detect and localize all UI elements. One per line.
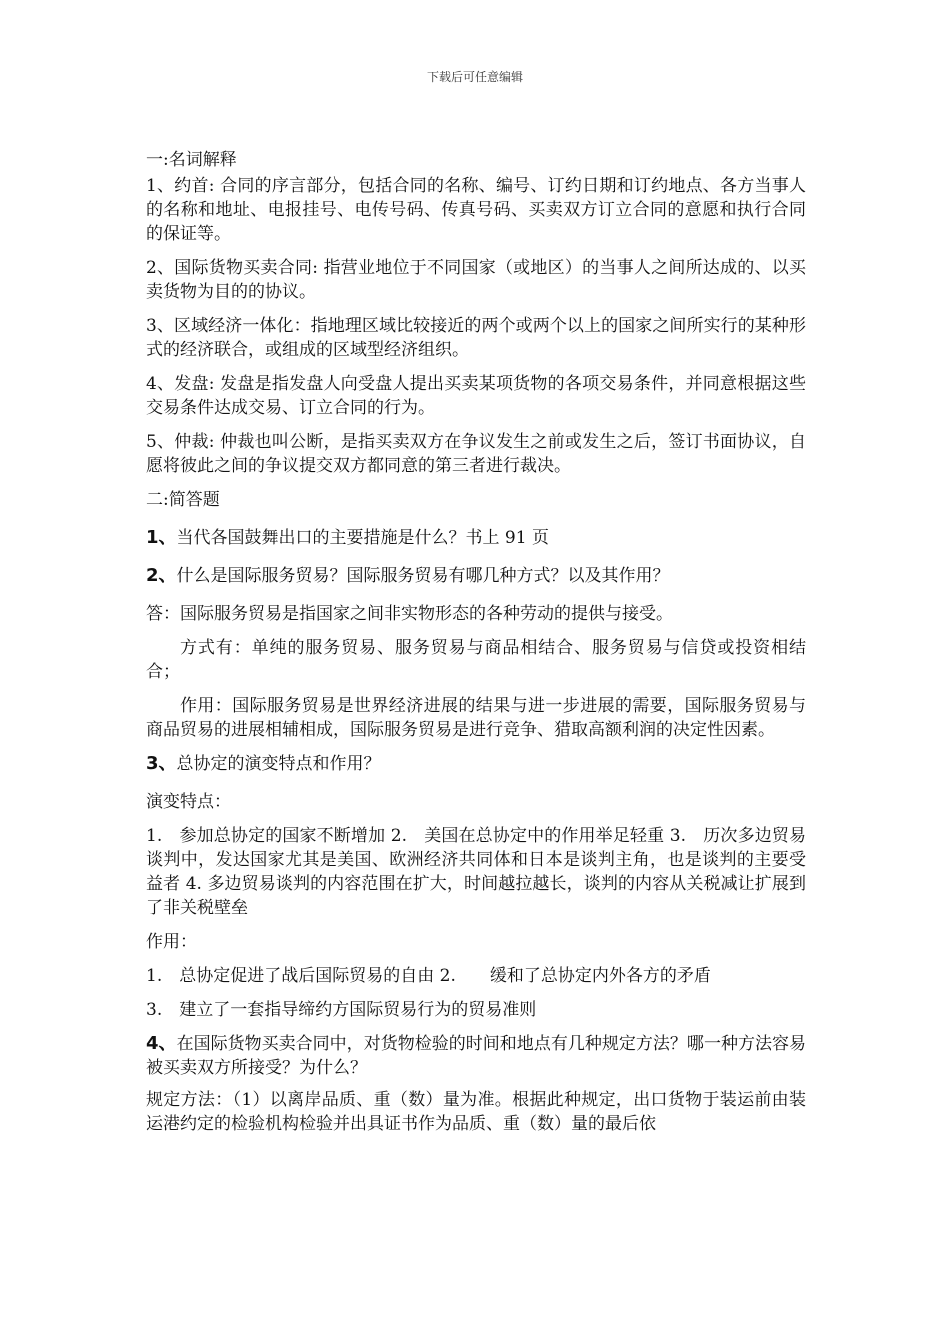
question-4-text: 在国际货物买卖合同中，对货物检验的时间和地点有几种规定方法？哪一种方法容易被买卖双方所接受？为什么？ <box>146 1034 807 1078</box>
document-body <box>146 148 806 1146</box>
question-3-effect-label: 作用： <box>146 932 197 952</box>
term-item-3: 3、区域经济一体化：指地理区域比较接近的两个或两个以上的国家之间所实行的某种形式的经济联合，或组成的区域型经济组织。 <box>146 316 806 360</box>
question-3-features-label: 演变特点： <box>146 792 231 812</box>
question-2-methods: 方式有：单纯的服务贸易、服务贸易与商品相结合、服务贸易与信贷或投资相结合； <box>146 638 806 682</box>
term-item-5: 5、仲裁: 仲裁也叫公断，是指买卖双方在争议发生之前或发生之后，签订书面协议，自愿将彼此之间的争议提交双方都同意的第三者进行裁决。 <box>146 432 806 476</box>
question-3-effect-2: 3. 建立了一套指导缔约方国际贸易行为的贸易准则 <box>146 1000 537 1020</box>
question-2-answer: 答：国际服务贸易是指国家之间非实物形态的各种劳动的提供与接受。 <box>146 604 673 624</box>
term-item-2: 2、国际货物买卖合同: 指营业地位于不同国家（或地区）的当事人之间所达成的、以买卖货物为目的的协议。 <box>146 258 806 302</box>
question-1 <box>146 526 806 550</box>
page-header: 下载后可任意编辑 <box>426 70 523 84</box>
question-3-features: 1. 参加总协定的国家不断增加 2. 美国在总协定中的作用举足轻重 3. 历次多边贸易谈判中，发达国家尤其是美国、欧洲经济共同体和日本是谈判主角，也是谈判的主要受益者 4. 多边贸易谈判的内容范围在扩大，时间越拉越长，谈判的内容从关税减让扩展到了非关税壁垒 <box>146 826 806 918</box>
question-2-number: 2、 <box>146 565 177 586</box>
question-3-text: 总协定的演变特点和作用？ <box>176 754 381 774</box>
question-2 <box>146 564 806 588</box>
question-3-number: 3、 <box>146 753 177 774</box>
term-item-1: 1、约首: 合同的序言部分，包括合同的名称、编号、订约日期和订约地点、各方当事人的名称和地址、电报挂号、电传号码、传真号码、买卖双方订立合同的意愿和执行合同的保证等。 <box>146 176 806 244</box>
question-1-number: 1、 <box>146 527 177 548</box>
section-title-short-answer: 二:简答题 <box>146 490 220 510</box>
question-4-number: 4、 <box>146 1033 177 1054</box>
term-item-4: 4、发盘: 发盘是指发盘人向受盘人提出买卖某项货物的各项交易条件，并同意根据这些交易条件达成交易、订立合同的行为。 <box>146 374 806 418</box>
question-2-effect: 作用：国际服务贸易是世界经济进展的结果与进一步进展的需要，国际服务贸易与商品贸易的进展相辅相成，国际服务贸易是进行竞争、猎取高额利润的决定性因素。 <box>146 696 806 740</box>
question-4-answer: 规定方法：（1）以离岸品质、重（数）量为准。根据此种规定，出口货物于装运前由装运港约定的检验机构检验并出具证书作为品质、重（数）量的最后依 <box>146 1090 806 1134</box>
question-4 <box>146 1032 806 1080</box>
section-title-terms: 一:名词解释 <box>146 150 237 170</box>
question-2-text: 什么是国际服务贸易？国际服务贸易有哪几种方式？以及其作用？ <box>176 566 670 586</box>
question-3-effect-1: 1. 总协定促进了战后国际贸易的自由 2. 缓和了总协定内外各方的矛盾 <box>146 966 711 986</box>
question-1-text: 当代各国鼓舞出口的主要措施是什么？书上 91 页 <box>176 528 549 548</box>
question-3 <box>146 752 806 776</box>
